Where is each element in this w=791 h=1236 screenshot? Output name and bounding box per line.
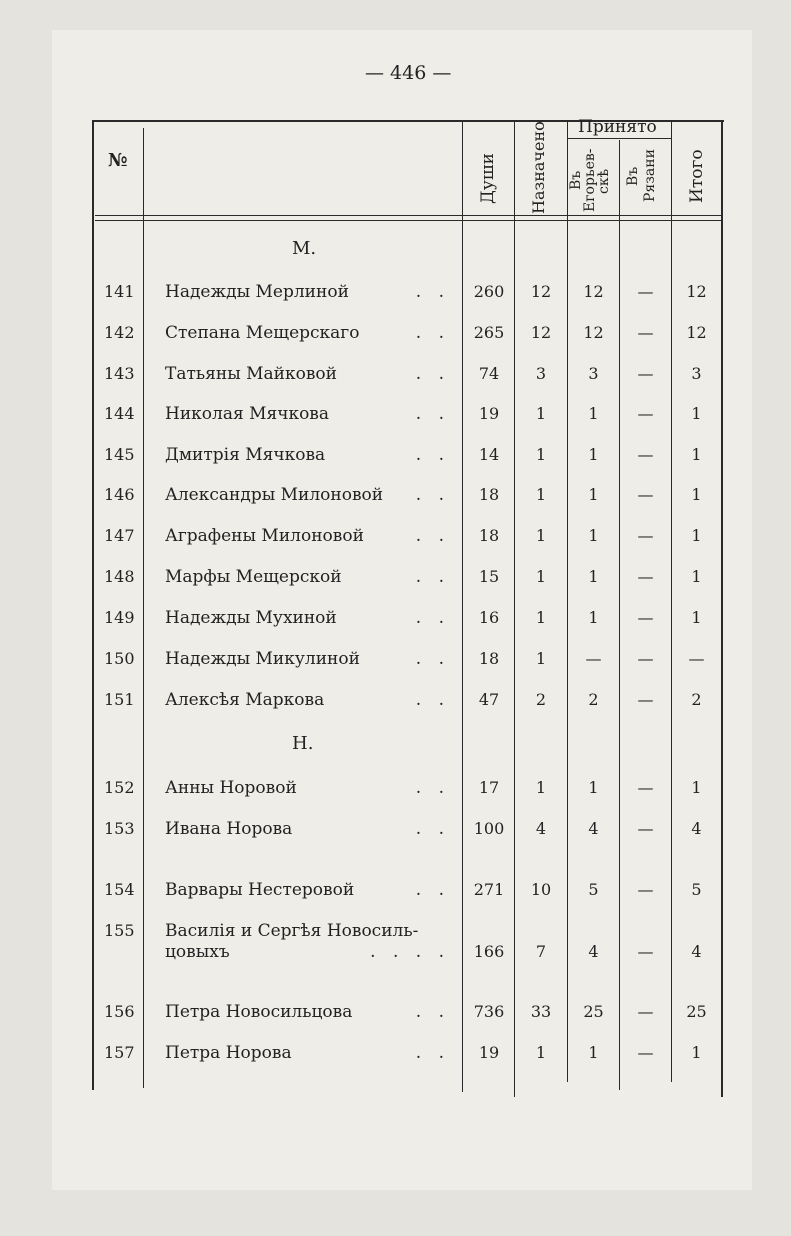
- left-border: [92, 120, 94, 1090]
- cell-souls: 271: [473, 880, 505, 899]
- cell-total: 1: [691, 404, 702, 423]
- cell-assigned: 1: [535, 778, 547, 797]
- cell-assigned: 3: [535, 364, 547, 383]
- cell-ryaz: —: [637, 1002, 654, 1021]
- cell-souls: 19: [478, 404, 500, 423]
- cell-ryaz: —: [637, 526, 654, 545]
- cell-souls: 736: [473, 1002, 505, 1021]
- cell-total: 3: [691, 364, 702, 383]
- cell-souls: 100: [473, 819, 505, 838]
- leader-dots: . .: [415, 778, 450, 798]
- leader-dots: . .: [415, 690, 450, 710]
- cell-souls: 15: [478, 567, 500, 586]
- cell-assigned: 2: [535, 690, 547, 709]
- section-letter: М.: [292, 238, 317, 259]
- row-name-cont: цовыхъ: [165, 942, 230, 962]
- row-number: 153: [104, 819, 135, 838]
- row-number: 152: [104, 778, 135, 797]
- leader-dots: . . . .: [370, 942, 450, 962]
- cell-ryaz: —: [637, 608, 654, 627]
- cell-total: 25: [686, 1002, 707, 1021]
- cell-total: 1: [691, 526, 702, 545]
- leader-dots: . .: [415, 880, 450, 900]
- cell-assigned: 33: [530, 1002, 552, 1021]
- cell-ryaz: —: [637, 364, 654, 383]
- cell-ryaz: —: [637, 819, 654, 838]
- row-number: 145: [104, 445, 135, 464]
- cell-assigned: 7: [535, 942, 547, 961]
- header-total: Итого: [687, 149, 707, 203]
- cell-total: 4: [691, 942, 702, 961]
- header-souls: Души: [478, 153, 498, 205]
- row-name: Надежды Мерлиной: [165, 282, 349, 302]
- cell-assigned: 12: [530, 323, 552, 342]
- row-name: Николая Мячкова: [165, 404, 330, 424]
- cell-souls: 14: [478, 445, 500, 464]
- row-number: 151: [104, 690, 135, 709]
- cell-egor: 1: [588, 445, 599, 464]
- header-egorievsk-2: Егорьев-: [582, 148, 598, 212]
- cell-souls: 16: [478, 608, 500, 627]
- cell-ryaz: —: [637, 1043, 654, 1062]
- page-number: — 446 —: [365, 62, 452, 84]
- header-number: №: [108, 150, 128, 171]
- leader-dots: . .: [415, 323, 450, 343]
- cell-egor: 1: [588, 404, 599, 423]
- cell-total: 12: [686, 323, 707, 342]
- cell-souls: 47: [478, 690, 500, 709]
- header-ryazan: Въ Рязани: [625, 149, 658, 203]
- header-rule-2: [95, 220, 723, 221]
- cell-assigned: 1: [535, 526, 547, 545]
- cell-egor: 1: [588, 608, 599, 627]
- row-number: 156: [104, 1002, 135, 1021]
- cell-egor: 2: [588, 690, 599, 709]
- row-number: 155: [104, 921, 135, 940]
- cell-egor: 1: [588, 485, 599, 504]
- row-name: Надежды Мухиной: [165, 608, 337, 628]
- cell-egor: 25: [583, 1002, 604, 1021]
- row-name: Ивана Норова: [165, 819, 293, 839]
- row-number: 150: [104, 649, 135, 668]
- leader-dots: . .: [415, 819, 450, 839]
- row-number: 143: [104, 364, 135, 383]
- cell-souls: 17: [478, 778, 500, 797]
- cell-total: 5: [691, 880, 702, 899]
- leader-dots: . .: [415, 445, 450, 465]
- cell-assigned: 10: [530, 880, 552, 899]
- row-number: 141: [104, 282, 135, 301]
- leader-dots: . .: [415, 282, 450, 302]
- leader-dots: . .: [415, 1002, 450, 1022]
- cell-total: 1: [691, 1043, 702, 1062]
- cell-assigned: 1: [535, 445, 547, 464]
- row-name: Петра Норова: [165, 1043, 292, 1063]
- header-egorievsk-3: скѣ: [596, 168, 612, 194]
- cell-souls: 265: [473, 323, 505, 342]
- leader-dots: . .: [415, 485, 450, 505]
- row-name: Петра Новосильцова: [165, 1002, 353, 1022]
- cell-assigned: 1: [535, 608, 547, 627]
- cell-assigned: 12: [530, 282, 552, 301]
- cell-souls: 18: [478, 485, 500, 504]
- row-name: Степана Мещерскаго: [165, 323, 360, 343]
- leader-dots: . .: [415, 404, 450, 424]
- row-name: Василія и Сергѣя Новосиль-: [165, 921, 419, 941]
- cell-egor: 3: [588, 364, 599, 383]
- cell-ryaz: —: [637, 323, 654, 342]
- cell-souls: 19: [478, 1043, 500, 1062]
- col-rule-total: [671, 122, 672, 1082]
- cell-ryaz: —: [637, 880, 654, 899]
- cell-total: 12: [686, 282, 707, 301]
- cell-assigned: 1: [535, 485, 547, 504]
- leader-dots: . .: [415, 1043, 450, 1063]
- cell-souls: 166: [473, 942, 505, 961]
- cell-total: —: [688, 649, 705, 668]
- row-name: Татьяны Майковой: [165, 364, 337, 384]
- cell-souls: 74: [478, 364, 500, 383]
- cell-ryaz: —: [637, 942, 654, 961]
- header-assigned: Назначено: [529, 121, 548, 214]
- row-name: Марфы Мещерской: [165, 567, 342, 587]
- leader-dots: . .: [415, 364, 450, 384]
- row-name: Александры Милоновой: [165, 485, 384, 505]
- cell-assigned: 1: [535, 567, 547, 586]
- cell-egor: 5: [588, 880, 599, 899]
- row-number: 142: [104, 323, 135, 342]
- cell-total: 1: [691, 567, 702, 586]
- right-border: [721, 122, 723, 1097]
- cell-total: 1: [691, 445, 702, 464]
- cell-assigned: 1: [535, 649, 547, 668]
- cell-assigned: 4: [535, 819, 547, 838]
- cell-egor: 1: [588, 1043, 599, 1062]
- cell-total: 2: [691, 690, 702, 709]
- header-accepted: Принято: [578, 117, 657, 137]
- cell-egor: 4: [588, 942, 599, 961]
- row-name: Аграфены Милоновой: [165, 526, 364, 546]
- row-number: 154: [104, 880, 135, 899]
- row-number: 157: [104, 1043, 135, 1062]
- cell-total: 1: [691, 608, 702, 627]
- cell-souls: 18: [478, 526, 500, 545]
- row-number: 146: [104, 485, 135, 504]
- cell-egor: 12: [583, 323, 604, 342]
- cell-ryaz: —: [637, 282, 654, 301]
- leader-dots: . .: [415, 649, 450, 669]
- cell-ryaz: —: [637, 404, 654, 423]
- row-name: Анны Норовой: [165, 778, 297, 798]
- header-egorievsk-1: Въ: [568, 170, 584, 190]
- row-number: 149: [104, 608, 135, 627]
- cell-assigned: 1: [535, 404, 547, 423]
- cell-ryaz: —: [637, 649, 654, 668]
- leader-dots: . .: [415, 608, 450, 628]
- row-name: Варвары Нестеровой: [165, 880, 355, 900]
- cell-egor: 1: [588, 778, 599, 797]
- leader-dots: . .: [415, 526, 450, 546]
- cell-assigned: 1: [535, 1043, 547, 1062]
- row-number: 147: [104, 526, 135, 545]
- cell-egor: 12: [583, 282, 604, 301]
- cell-egor: 1: [588, 567, 599, 586]
- cell-ryaz: —: [637, 778, 654, 797]
- section-letter: Н.: [292, 733, 314, 754]
- accepted-subrule: [567, 138, 671, 139]
- cell-ryaz: —: [637, 567, 654, 586]
- cell-ryaz: —: [637, 445, 654, 464]
- cell-total: 4: [691, 819, 702, 838]
- leader-dots: . .: [415, 567, 450, 587]
- header-rule-1: [95, 215, 723, 216]
- cell-souls: 18: [478, 649, 500, 668]
- cell-souls: 260: [473, 282, 505, 301]
- row-number: 148: [104, 567, 135, 586]
- row-name: Надежды Микулиной: [165, 649, 360, 669]
- cell-total: 1: [691, 778, 702, 797]
- cell-total: 1: [691, 485, 702, 504]
- cell-egor: 1: [588, 526, 599, 545]
- cell-egor: 4: [588, 819, 599, 838]
- cell-egor: —: [585, 649, 602, 668]
- row-name: Алексѣя Маркова: [165, 690, 325, 710]
- cell-ryaz: —: [637, 690, 654, 709]
- row-number: 144: [104, 404, 135, 423]
- row-name: Дмитрія Мячкова: [165, 445, 326, 465]
- col-rule-egor: [567, 122, 568, 1082]
- cell-ryaz: —: [637, 485, 654, 504]
